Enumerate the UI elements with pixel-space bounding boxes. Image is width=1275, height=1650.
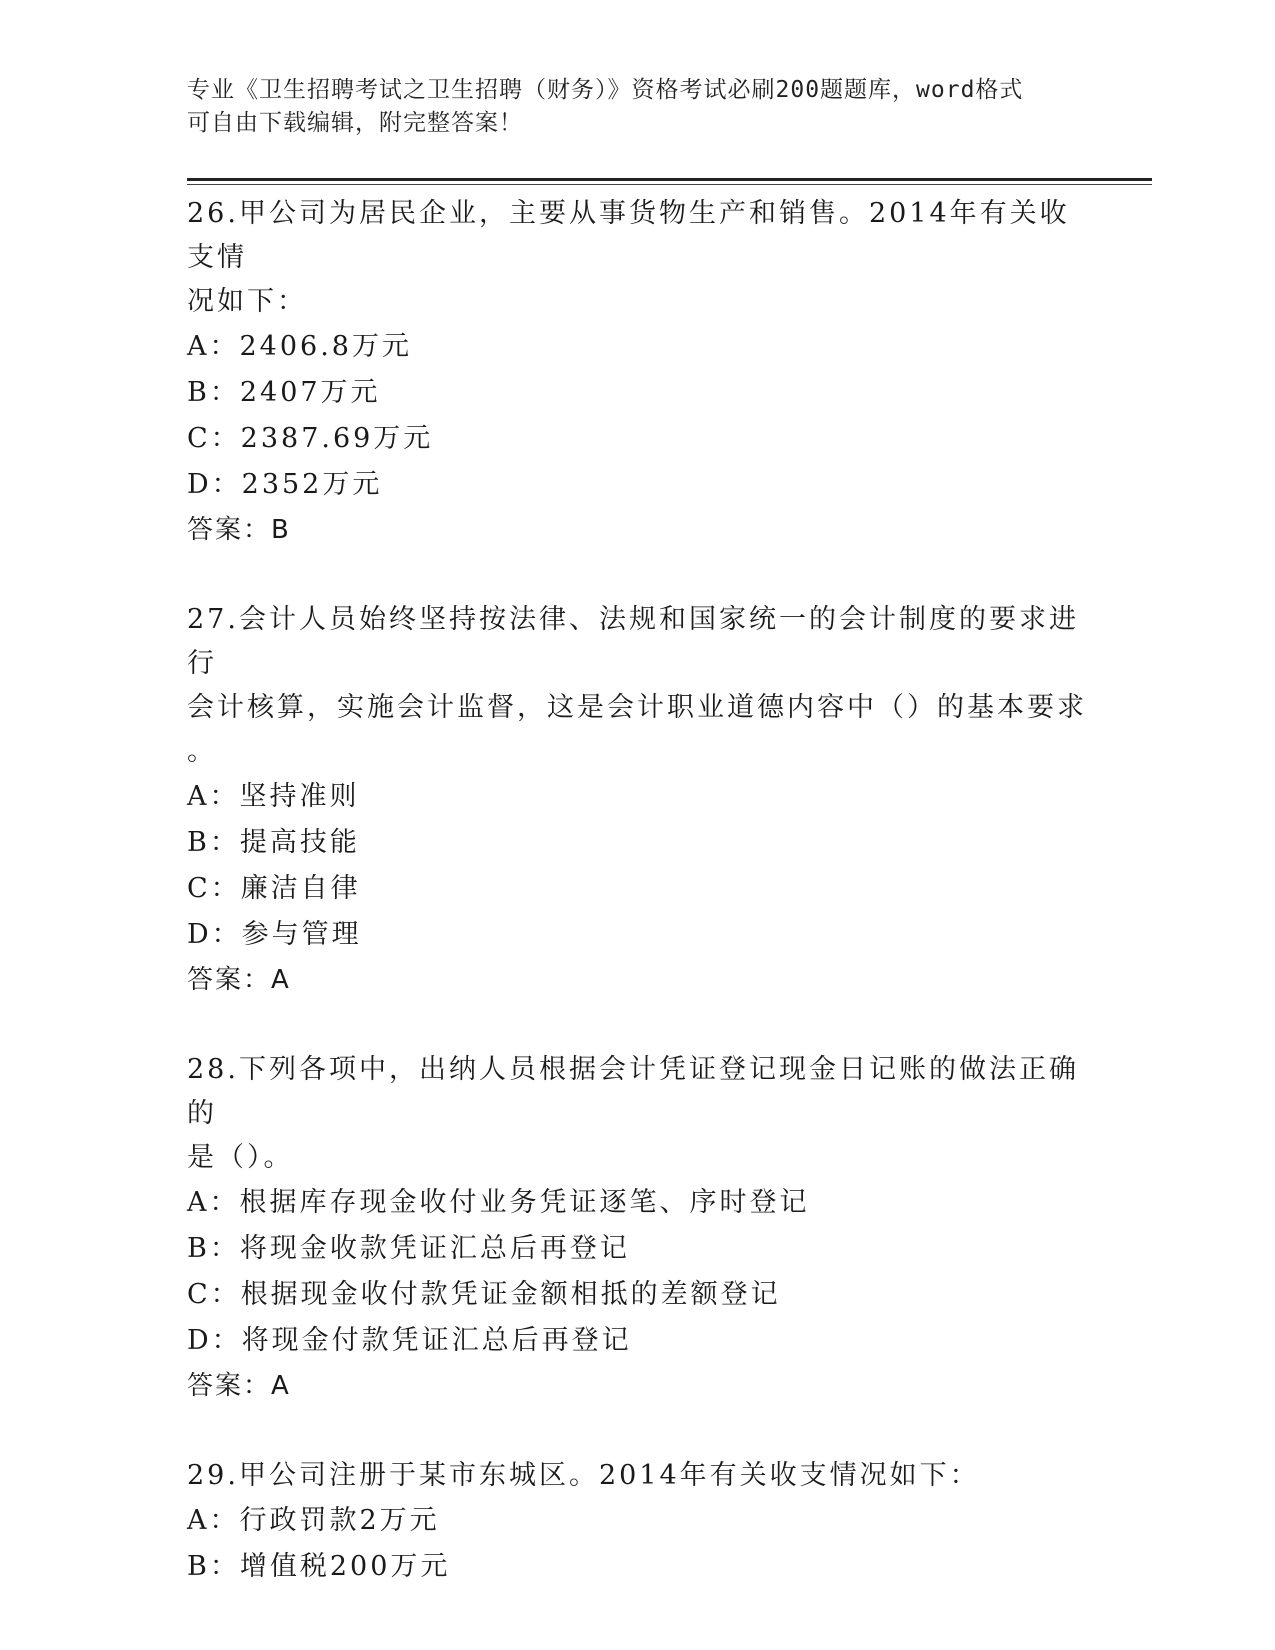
- option-b: B：增值税200万元: [187, 1551, 451, 1582]
- question-stem-line: 。: [187, 736, 217, 767]
- question-28: [187, 1048, 1087, 1408]
- answer-line: 答案：B: [187, 515, 291, 545]
- option-c: C：2387.69万元: [187, 423, 434, 454]
- question-stem-line: 会计核算，实施会计监督，这是会计职业道德内容中（）的基本要求: [187, 692, 1087, 723]
- question-stem-line: 26.甲公司为居民企业，主要从事货物生产和销售。2014年有关收支情: [187, 198, 1070, 273]
- question-stem-line: 28.下列各项中，出纳人员根据会计凭证登记现金日记账的做法正确的: [187, 1054, 1079, 1129]
- option-d: D：将现金付款凭证汇总后再登记: [187, 1325, 632, 1356]
- header-rule-thick: [187, 178, 1152, 181]
- option-d: D：参与管理: [187, 919, 362, 950]
- question-stem-line: 是（）。: [187, 1142, 294, 1173]
- question-26: [187, 192, 1087, 552]
- question-gap: [187, 552, 1087, 598]
- option-a: A：2406.8万元: [187, 331, 412, 362]
- question-stem-line: 29.甲公司注册于某市东城区。2014年有关收支情况如下：: [187, 1460, 980, 1491]
- page-header: [187, 74, 1087, 140]
- option-c: C：根据现金收付款凭证金额相抵的差额登记: [187, 1279, 781, 1310]
- option-b: B：将现金收款凭证汇总后再登记: [187, 1233, 630, 1264]
- header-line-2: 可自由下载编辑，附完整答案！: [187, 110, 523, 136]
- option-a: A：坚持准则: [187, 781, 360, 812]
- question-gap: [187, 1002, 1087, 1048]
- option-a: A：根据库存现金收付业务凭证逐笔、序时登记: [187, 1187, 810, 1218]
- answer-line: 答案：A: [187, 1371, 291, 1401]
- option-b: B：提高技能: [187, 827, 360, 858]
- header-rule-thin: [187, 184, 1152, 185]
- answer-line: 答案：A: [187, 965, 291, 995]
- option-d: D：2352万元: [187, 469, 383, 500]
- option-c: C：廉洁自律: [187, 873, 361, 904]
- question-29: [187, 1454, 1087, 1590]
- question-stem-line: 27.会计人员始终坚持按法律、法规和国家统一的会计制度的要求进行: [187, 604, 1079, 679]
- question-stem-line: 况如下：: [187, 286, 307, 317]
- option-a: A：行政罚款2万元: [187, 1505, 440, 1536]
- question-list: [187, 192, 1087, 1590]
- option-b: B：2407万元: [187, 377, 381, 408]
- question-27: [187, 598, 1087, 1002]
- question-gap: [187, 1408, 1087, 1454]
- header-line-1: 专业《卫生招聘考试之卫生招聘（财务）》资格考试必刷200题题库，word格式: [187, 77, 1024, 103]
